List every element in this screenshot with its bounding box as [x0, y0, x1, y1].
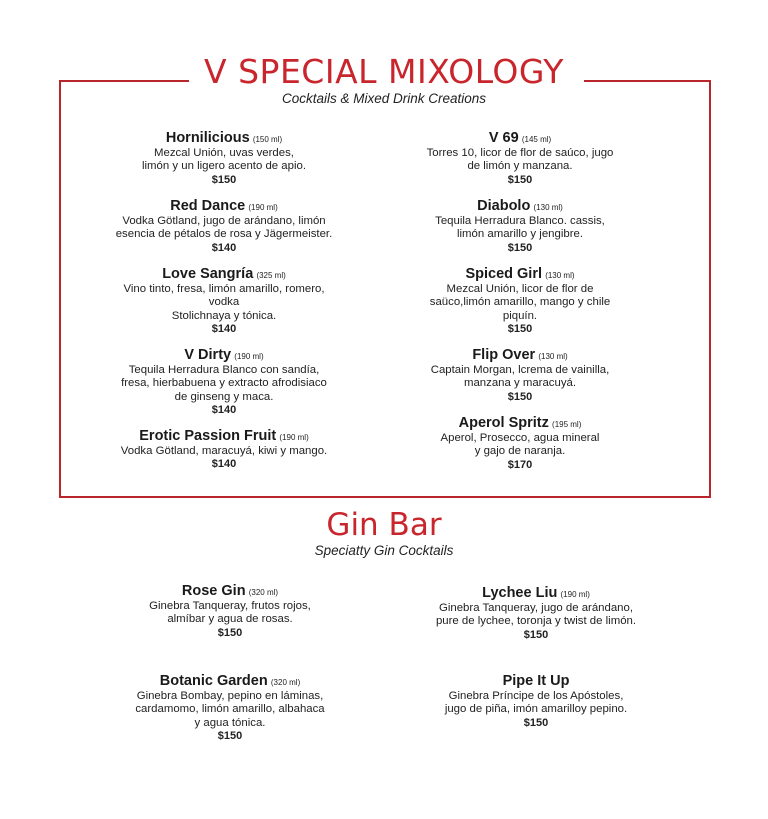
item-price: $150 [217, 730, 243, 743]
gin-bar-title: Gin Bar [326, 507, 442, 543]
item-price: $150 [507, 323, 533, 336]
item-name: Diabolo [477, 198, 531, 214]
frame-right [709, 80, 711, 498]
item-price: $140 [211, 404, 237, 417]
item-description: Mezcal Unión, uvas verdes, limón y un ligero acento de apio. [141, 147, 306, 173]
item-volume: (190 ml) [279, 433, 309, 442]
mixology-subtitle: Cocktails & Mixed Drink Creations [281, 91, 487, 106]
item-price: $150 [523, 628, 549, 641]
menu-item [104, 673, 356, 744]
menu-item [404, 198, 636, 255]
item-volume: (130 ml) [533, 203, 563, 212]
menu-item [404, 673, 668, 730]
item-volume: (130 ml) [538, 352, 568, 361]
item-price: $150 [211, 173, 237, 186]
menu-item [404, 266, 636, 337]
menu-item [104, 583, 356, 640]
item-price: $140 [211, 458, 237, 471]
item-volume: (130 ml) [545, 271, 575, 280]
item-name: Red Dance [170, 198, 246, 214]
item-description: Ginebra Bombay, pepino en láminas, cardamomo, limón amarillo, albahaca y agua tónica. [135, 690, 325, 729]
frame-left [59, 80, 61, 498]
item-volume: (150 ml) [252, 135, 283, 144]
item-price: $140 [211, 323, 237, 336]
menu-item [92, 266, 356, 337]
item-description: Ginebra Tanqueray, jugo de arándano, pure de lychee, toronja y twist de limón. [435, 602, 637, 628]
item-name: Spiced Girl [465, 266, 543, 282]
item-description: Torres 10, licor de flor de saúco, jugo de limón y manzana. [426, 147, 614, 173]
item-volume: (195 ml) [552, 420, 582, 429]
item-description: Ginebra Príncipe de los Apóstoles, jugo de piña, imón amarilloy pepino. [444, 690, 628, 716]
item-name: Flip Over [472, 347, 536, 363]
item-volume: (190 ml) [234, 352, 264, 361]
menu-item [92, 347, 356, 418]
mixology-title: V SPECIAL MIXOLOGY [204, 52, 564, 91]
item-price: $140 [211, 241, 237, 254]
menu-item [92, 428, 356, 472]
item-description: Vodka Götland, maracuyá, kiwi y mango. [120, 445, 328, 457]
item-name: Aperol Spritz [458, 415, 549, 431]
item-name: V 69 [488, 130, 519, 146]
item-volume: (320 ml) [248, 588, 279, 597]
item-volume: (190 ml) [248, 203, 278, 212]
item-price: $170 [507, 458, 533, 471]
item-price: $150 [507, 173, 533, 186]
item-name: Erotic Passion Fruit [139, 428, 277, 444]
item-description: Tequila Herradura Blanco con sandía, fresa, hierbabuena y extracto afrodisiaco de ginseng y maca. [121, 364, 327, 403]
item-price: $150 [507, 241, 533, 254]
item-description: Vino tinto, fresa, limón amarillo, romero, vodka Stolichnaya y tónica. [123, 283, 325, 322]
item-description: Mezcal Unión, licor de flor de saüco,limón amarillo, mango y chile piquín. [429, 283, 611, 322]
item-price: $150 [507, 390, 533, 403]
item-description: Aperol, Prosecco, agua mineral y gajo de naranja. [440, 432, 600, 458]
item-name: Rose Gin [181, 583, 246, 599]
item-price: $150 [523, 716, 549, 729]
item-name: Lychee Liu [482, 585, 558, 601]
item-name: Pipe It Up [502, 673, 570, 689]
item-volume: (320 ml) [270, 678, 301, 687]
menu-item [404, 585, 668, 642]
item-name: Love Sangría [162, 266, 254, 282]
item-name: Botanic Garden [159, 673, 268, 689]
item-name: Hornilicious [165, 130, 250, 146]
item-volume: (190 ml) [560, 590, 590, 599]
menu-item [92, 198, 356, 255]
item-description: Vodka Götland, jugo de arándano, limón esencia de pétalos de rosa y Jägermeister. [115, 215, 333, 241]
menu-item [404, 130, 636, 187]
item-volume: (145 ml) [521, 135, 552, 144]
item-description: Tequila Herradura Blanco. cassis, limón amarillo y jengibre. [435, 215, 605, 241]
item-description: Captain Morgan, lcrema de vainilla, manzana y maracuyá. [430, 364, 610, 390]
frame-bottom [59, 496, 711, 498]
item-name: V Dirty [184, 347, 232, 363]
item-description: Ginebra Tanqueray, frutos rojos, almíbar y agua de rosas. [149, 600, 311, 626]
menu-item [92, 130, 356, 187]
menu-item [404, 415, 636, 472]
item-volume: (325 ml) [256, 271, 286, 280]
item-price: $150 [217, 626, 243, 639]
menu-item [404, 347, 636, 404]
gin-bar-subtitle: Speciatty Gin Cocktails [314, 543, 454, 558]
